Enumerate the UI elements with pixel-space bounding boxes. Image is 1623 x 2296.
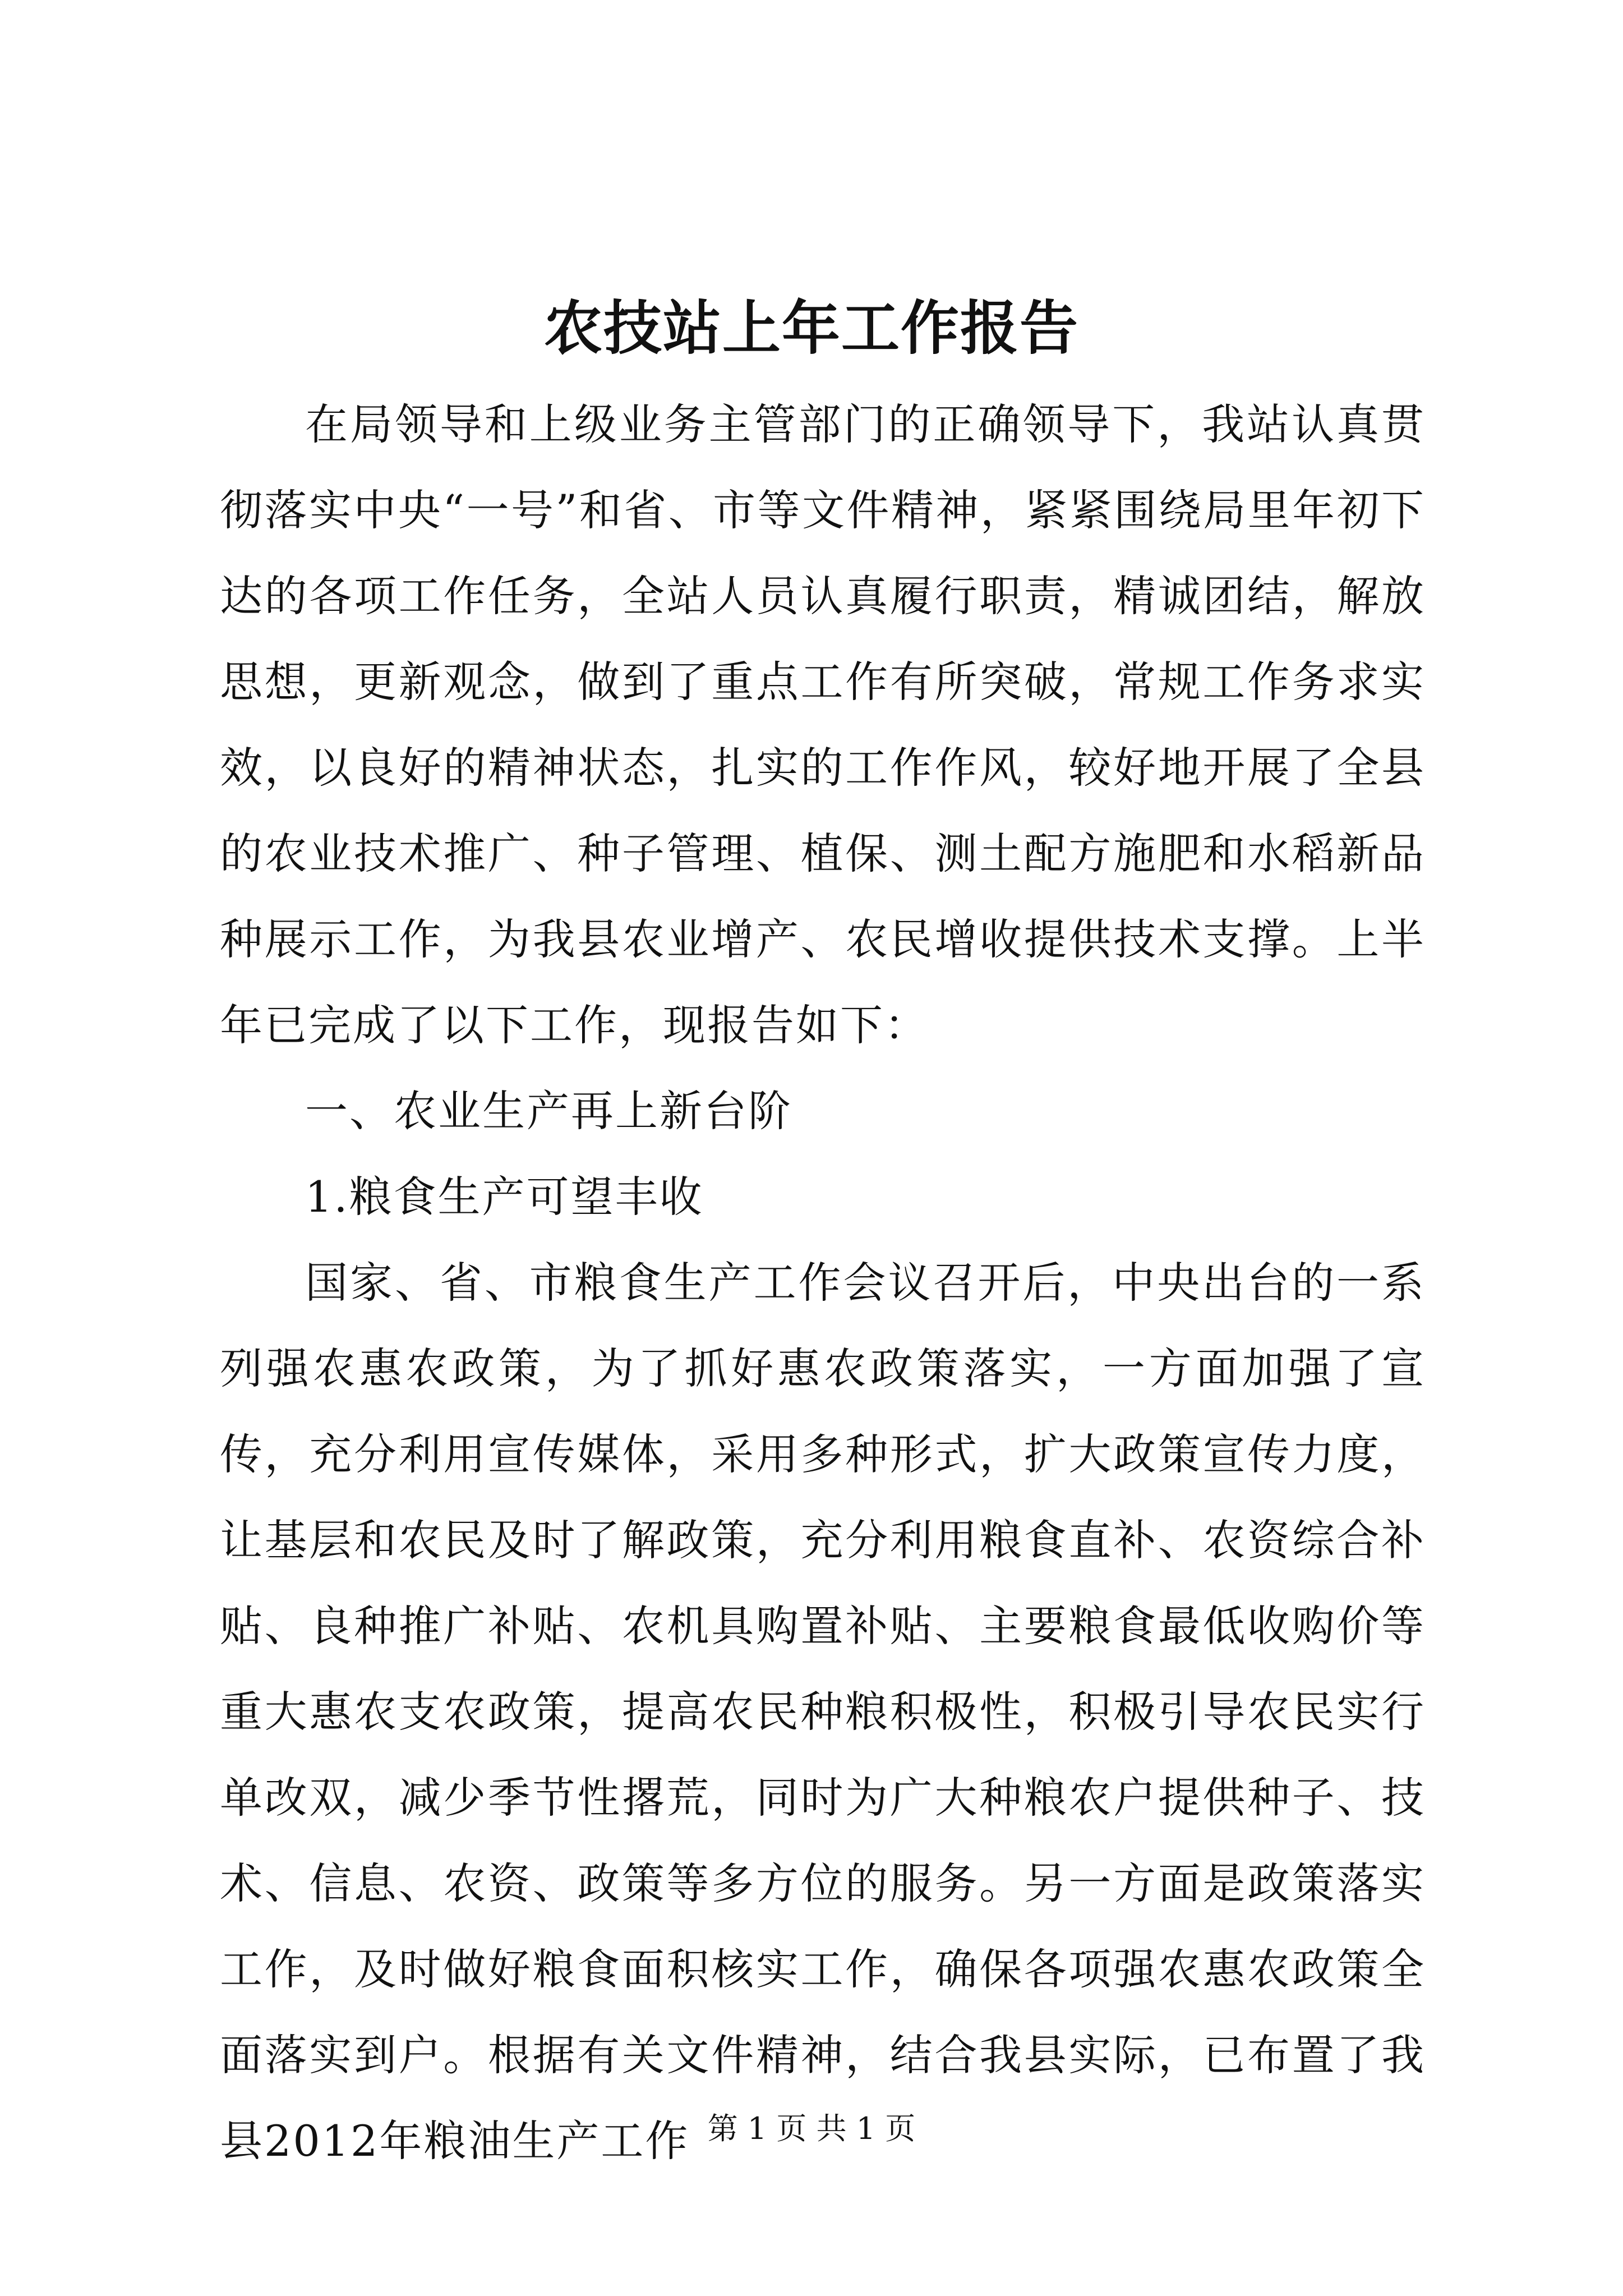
- document-title: 农技站上年工作报告: [543, 293, 1079, 362]
- page-footer: 第 1 页 共 1 页: [707, 2111, 916, 2146]
- paragraph-grain-production: 国家、省、市粮食生产工作会议召开后，中央出台的一系列强农惠农政策，为了抓好惠农政策落实，一方面加强了宣传，充分利用宣传媒体，采用多种形式，扩大政策宣传力度，让基层和农民及时了解政策，充分利用粮食直补、农资综合补贴、良种推广补贴、农机具购置补贴、主要粮食最低收购价等重大惠农支农政策，提高农民种粮积极性，积极引导农民实行单改双，减少季节性撂荒，同时为广大种粮农户提供种子、技术、信息、农资、政策等多方位的服务。另一方面是政策落实工作，及时做好粮食面积核实工作，确保各项强农惠农政策全面落实到户。根据有关文件精神，结合我县实际，已布置了我县2012年粮油生产工作: [220, 1258, 1426, 2166]
- section-heading: 一、农业生产再上新台阶: [305, 1086, 792, 1136]
- paragraph-intro: 在局领导和上级业务主管部门的正确领导下，我站认真贯彻落实中央“一号”和省、市等文件精神，紧紧围绕局里年初下达的各项工作任务，全站人员认真履行职责，精诚团结，解放思想，更新观念，做到了重点工作有所突破，常规工作务求实效，以良好的精神状态，扎实的工作作风，较好地开展了全县的农业技术推广、种子管理、植保、测土配方施肥和水稻新品种展示工作，为我县农业增产、农民增收提供技术支撑。上半年已完成了以下工作，现报告如下：: [220, 399, 1426, 1050]
- document-body: [220, 381, 1426, 2184]
- subsection-heading: 1.粮食生产可望丰收: [305, 1172, 704, 1222]
